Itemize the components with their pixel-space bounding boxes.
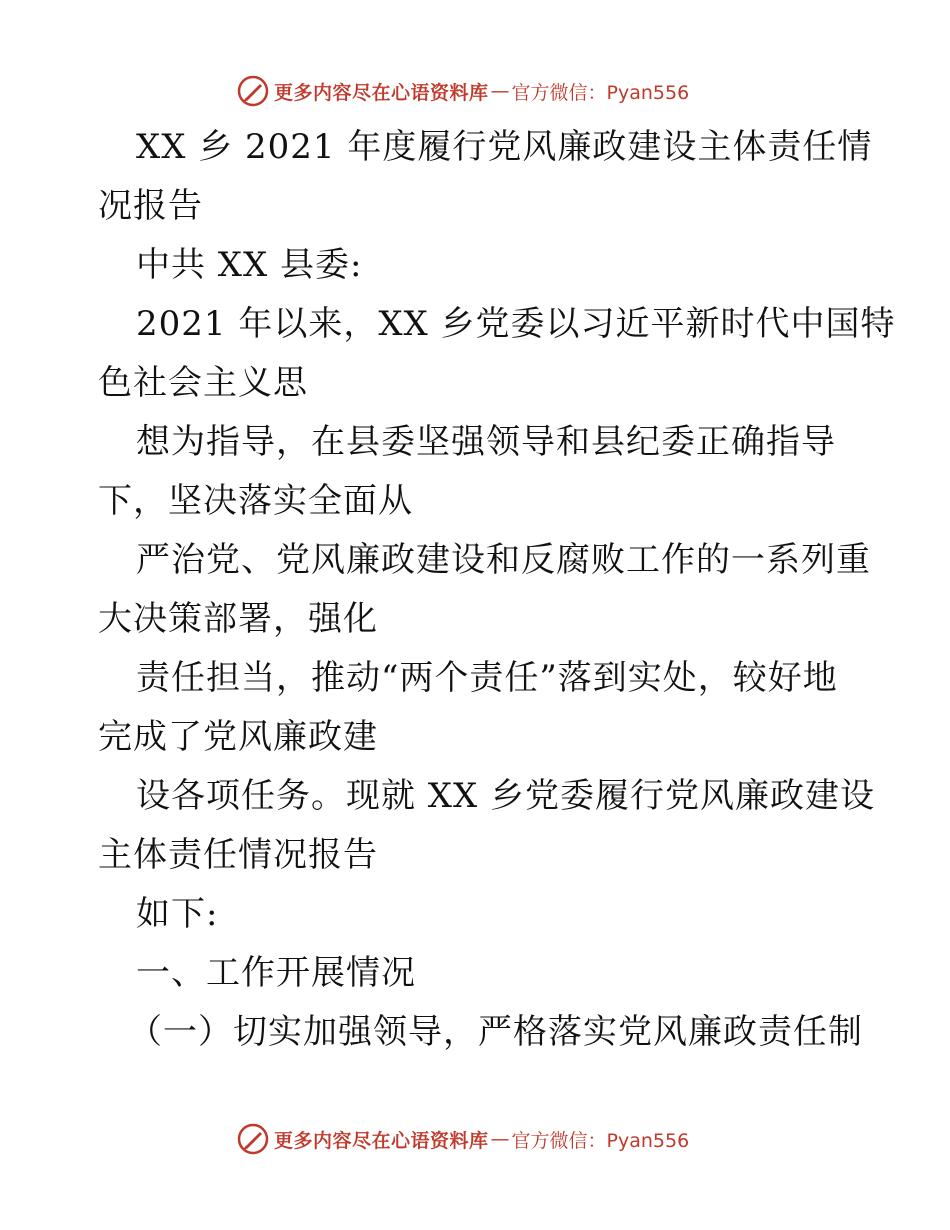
quill-logo-icon <box>236 1122 270 1156</box>
doc-line: 大决策部署，强化 <box>98 599 378 639</box>
doc-line: 想为指导，在县委坚强领导和县纪委正确指导 <box>136 422 836 462</box>
doc-line: 设各项任务。现就 XX 乡党委履行党风廉政建设 <box>136 776 876 816</box>
banner-dash: — <box>490 1128 510 1150</box>
doc-subsection-heading: （一）切实加强领导，严格落实党风廉政责任制 <box>128 1012 863 1052</box>
banner-main-text: 更多内容尽在心语资料库 <box>274 1129 489 1152</box>
document-body <box>98 118 896 1062</box>
doc-line: 完成了党风廉政建 <box>98 717 378 757</box>
doc-section-heading: 一、工作开展情况 <box>136 953 416 993</box>
banner-wechat-text: 官方微信：Pyan556 <box>511 81 690 104</box>
banner-dash: — <box>490 80 510 102</box>
doc-line: 色社会主义思 <box>98 363 308 403</box>
doc-title-line-1: XX 乡 2021 年度履行党风廉政建设主体责任情 <box>136 127 873 167</box>
quill-logo-icon <box>236 74 270 108</box>
doc-line: 下，坚决落实全面从 <box>98 481 413 521</box>
doc-title-line-2: 况报告 <box>98 186 203 226</box>
doc-line: 责任担当，推动“两个责任”落到实处，较好地 <box>136 658 838 698</box>
banner-wechat-text: 官方微信：Pyan556 <box>511 1129 690 1152</box>
doc-line: 主体责任情况报告 <box>98 835 378 875</box>
banner-main-text: 更多内容尽在心语资料库 <box>274 81 489 104</box>
footer-banner <box>236 1121 689 1157</box>
header-banner <box>236 73 689 109</box>
doc-salutation: 中共 XX 县委: <box>136 245 363 285</box>
doc-line: 如下: <box>136 894 219 934</box>
doc-line: 2021 年以来，XX 乡党委以习近平新时代中国特 <box>136 304 896 344</box>
doc-line: 严治党、党风廉政建设和反腐败工作的一系列重 <box>136 540 871 580</box>
